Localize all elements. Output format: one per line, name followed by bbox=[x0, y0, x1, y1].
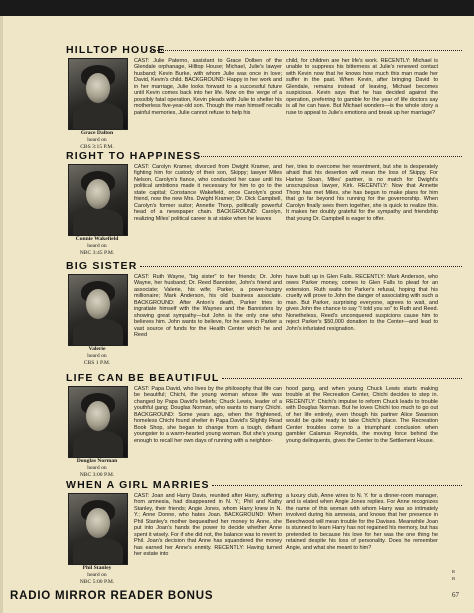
title-rule bbox=[222, 378, 462, 379]
cast-photo bbox=[68, 58, 128, 130]
section-title: RIGHT TO HAPPINESS bbox=[66, 150, 202, 162]
caption-name: Phil Stanley bbox=[82, 565, 112, 571]
section-title: WHEN A GIRL MARRIES bbox=[66, 479, 210, 491]
photo-caption bbox=[62, 565, 132, 586]
caption-name: Grace Dalton bbox=[80, 130, 114, 136]
reader-bonus-banner: RADIO MIRROR READER BONUS bbox=[10, 590, 214, 602]
synopsis-left: CAST: Carolyn Kramer, divorced from Dwight Kramer, and fighting him for custody of their son, Skippy; lawyer Miles Nelson, Carolyn's fiance, who conducted her case until his political ambitions made it necessary for him to go to the state capital; Constance Wakefield, once Carolyn's good friend, now the new Mrs. Dwight Kramer; Dr. Dick Campbell, Carolyn's former suitor; Annette Thorp, politically powerful head of a newspaper chain. BACKGROUND: Carolyn, realizing Miles' political career is at stake when he leaves bbox=[134, 164, 282, 222]
page-edge bbox=[0, 16, 3, 613]
page-number: 67 bbox=[452, 591, 459, 599]
synopsis-right: her, tries to overcome her resentment, but she is desperately afraid that his desertion will mean the loss of Skippy. For Harlow Sloan, Miles' partner, is no match for Dwight's unscrupulous lawyer, Kirk. RECENTLY: Now that Annette Thorp has met Miles, she has begun to make plans for him that go far beyond his running for the governorship. When Carolyn finally sees them together, she is quick to realize this. It makes her doubly grateful for the sympathy and friendship that young Dr. Campbell is eager to offer. bbox=[286, 164, 438, 222]
section-title: BIG SISTER bbox=[66, 260, 138, 272]
cast-photo bbox=[68, 164, 128, 236]
margin-mark: B bbox=[452, 576, 456, 581]
caption-heard: heard on bbox=[87, 243, 107, 249]
cast-photo bbox=[68, 274, 128, 346]
title-rule bbox=[140, 266, 462, 267]
cast-photo bbox=[68, 386, 128, 458]
title-rule bbox=[198, 156, 462, 157]
caption-name: Connie Wakefield bbox=[75, 236, 119, 242]
photo-caption bbox=[62, 130, 132, 151]
caption-name: Douglas Norman bbox=[76, 458, 118, 464]
caption-heard: heard on bbox=[87, 353, 107, 359]
caption-time: NBC 5:00 P.M. bbox=[79, 579, 115, 585]
section-title: HILLTOP HOUSE bbox=[66, 44, 166, 56]
synopsis-left: CAST: Papa David, who lives by the philosophy that life can be beautiful; Chichi, the young woman whose life was changed by Papa David's beliefs; Chuck Lewis, leader of a youthful gang; Douglas Norman, who wants to marry Chichi. BACKGROUND: Some years ago, when the frightened, homeless Chichi found shelter in Papa David's Slightly Read Book Shop, she began to change from a tough, defiant youngster to a warm-hearted young woman. But she's young enough to recall her own days of running with a neighbor- bbox=[134, 386, 282, 444]
synopsis-left: CAST: Ruth Wayne, "big sister" to her friends; Dr. John Wayne, her husband; Dr. Reed Bannister, John's friend and associate; Valerie, his wife; Parker, a power-hungry millionaire; Mark Anderson, his old business associate. BACKGROUND: After Anton's death, Parker tries to ingratiate himself with the Waynes and the Bannisters by showing great sympathy—but John is the only one who believes him. John wants to believe, for he sees in Parker a vast source of funds for the Health Center which he and Reed bbox=[134, 274, 282, 339]
caption-heard: heard on bbox=[87, 572, 107, 578]
caption-heard: heard on bbox=[87, 137, 107, 143]
synopsis-right: hood gang, and when young Chuck Lewis starts making trouble at the Recreation Center, Chichi decides to step in. RECENTLY: Chichi's impulse to reform Chuck leads to trouble with Douglas Norman. But he loves Chichi too much to go out of her life entirely, even though his partner Alice Swanson would be quite ready to take Chichi's place. The Recreation Center troubles come to a triumphant conclusion when gambler Calamus Reynolds, the moving force behind the young delinquents, gives the Center to the Settlement House. bbox=[286, 386, 438, 444]
synopsis-left: CAST: Julie Paterno, assistant to Grace Dolben of the Glendale orphanage, Hilltop House; Michael, Julie's lawyer husband; Kevin Burke, with whom Julie was once in love; David, Kevin's child. BACKGROUND: Happy in her work and in her marriage, Julie looks forward to a successful future until Kevin comes back into her life. Now on the verge of a possibly fatal operation, Kevin pleads with Julie to shelter his motherless five-year-old son. Though the man himself recalls painful memories, Julie cannot refuse to help his bbox=[134, 58, 282, 116]
section-title: LIFE CAN BE BEAUTIFUL bbox=[66, 372, 220, 384]
caption-time: CBS 1 P.M. bbox=[83, 360, 111, 366]
margin-mark: R bbox=[452, 569, 456, 574]
synopsis-right: child, for children are her life's work. RECENTLY: Michael is unable to suppress his bitterness at Julie's renewed contact with Kevin now that he knows how much this man made her suffer in the past. When Kevin, after bringing David to Glendale, remains instead of leaving, Michael becomes suspicious. Kevin says that he has decided against the operation, preferring to gamble for the year of life doctors say is all he can have. But Michael wonders—is the whole story a ruse to appeal to Julie's emotions and break up her marriage? bbox=[286, 58, 438, 116]
caption-time: CBS 3:15 P.M. bbox=[80, 144, 114, 150]
caption-name: Valerie bbox=[88, 346, 106, 352]
synopsis-right: a luxury club, Anne wires to N. Y. for a dinner-room manager, and is elated when Angie Jones replies. For Anne recognizes the name of this woman with whom Harry was so intimately involved during his amnesia, and knows that her presence in Beechwood will mean trouble for the Davises. Meanwhile Joan is stunned to learn Harry has not regained his memory, but has pretended to because his love for her was the one thing he retained despite his loss of personality. Does he remember Angie, and what she meant to him? bbox=[286, 493, 438, 551]
photo-caption bbox=[62, 458, 132, 479]
top-dark-band bbox=[0, 0, 474, 16]
title-rule bbox=[150, 50, 462, 51]
synopsis-right: have built up in Glen Falls. RECENTLY: Mark Anderson, who owes Parker money, comes to Glen Falls to plead for an extension. Ruth waits for Parker's refusal, hoping that his cruelty will prove to John the danger of associating with such a man. But Parker, surprising everyone, agrees to wait, and gives John the chance to say "I told you so" to Ruth and Reed. Nonetheless, Reed's unconquered suspicions cause him to reject Parker's $50,000 donation to the Center—and lead to John's infuriated resignation. bbox=[286, 274, 438, 332]
photo-caption bbox=[62, 236, 132, 257]
caption-heard: heard on bbox=[87, 465, 107, 471]
caption-time: NBC 3:45 P.M. bbox=[79, 250, 115, 256]
synopsis-left: CAST: Joan and Harry Davis, reunited after Harry, suffering from amnesia, had disappeared in N. Y.; Phil and Kathy Stanley, their friends; Angie Jones, whom Harry knew in N. Y.; Anne Donne, who hates Joan. BACKGROUND: When Phil Stanley's mother bequeathed her money to Anne, she put into Joan's hands the power to decide whether Anne spent it wisely. For if she did not, the balance was to revert to Phil. Joan's decision that Anne has squandered the money has earned her Anne's enmity. RECENTLY: Having turned her estate into bbox=[134, 493, 282, 558]
cast-photo bbox=[68, 493, 128, 565]
photo-caption bbox=[62, 346, 132, 367]
caption-time: NBC 3:00 P.M. bbox=[79, 472, 115, 478]
title-rule bbox=[212, 485, 462, 486]
